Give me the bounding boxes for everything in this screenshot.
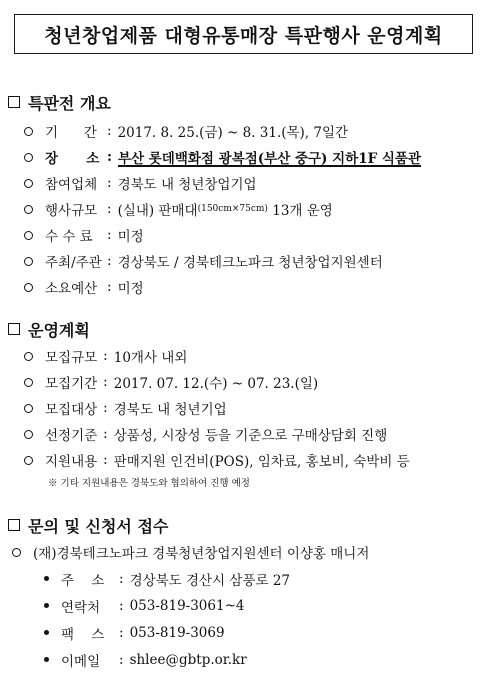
section-contact (8, 513, 483, 673)
list-item (44, 565, 483, 592)
list-item (8, 170, 483, 196)
circle-bullet-icon (24, 205, 33, 214)
item-label: 수 수 료 (45, 229, 93, 245)
list-item (44, 592, 483, 619)
list-item (44, 619, 483, 646)
section-heading-text: 운영계획 (28, 320, 90, 340)
item-label: 소요예산 (45, 281, 98, 297)
item-label: 장 소 (45, 151, 100, 167)
section-heading-text: 특판전 개요 (28, 93, 111, 113)
item-value: 경북도 내 청년창업기업 (117, 177, 257, 193)
circle-bullet-icon (24, 257, 33, 266)
list-item (8, 421, 483, 447)
item-separator: : (107, 123, 112, 139)
item-value: 경상북도 경산시 삼풍로 27 (129, 572, 291, 589)
document-title (14, 14, 473, 54)
circle-bullet-icon (24, 430, 33, 439)
item-label: 팩 스 (61, 626, 105, 643)
item-value: 미정 (117, 281, 144, 297)
section-heading (8, 90, 483, 114)
item-separator: : (107, 201, 112, 217)
circle-bullet-icon (24, 153, 33, 162)
item-separator: : (119, 624, 124, 641)
item-value: 053-819-3061~4 (129, 597, 245, 614)
list-item (8, 395, 483, 421)
list-item (8, 248, 483, 274)
list-item (8, 343, 483, 369)
circle-bullet-icon (12, 548, 21, 557)
item-label: 주 소 (61, 572, 105, 589)
circle-bullet-icon (24, 127, 33, 136)
item-value: 판매지원 인건비(POS), 임차료, 홍보비, 숙박비 등 (113, 454, 410, 470)
item-value: 10개사 내외 (113, 350, 188, 366)
item-value: 2017. 8. 25.(금) ~ 8. 31.(목), 7일간 (117, 125, 349, 141)
item-separator: : (107, 279, 112, 295)
list-item (8, 447, 483, 473)
list-item (8, 222, 483, 248)
item-label: 주최/주관 (45, 255, 102, 271)
circle-bullet-icon (24, 456, 33, 465)
contact-text: (재)경북테크노파크 경북청년창업지원센터 이샹홍 매니저 (33, 546, 370, 562)
item-separator: : (119, 651, 124, 668)
item-label: 이메일 (61, 653, 101, 670)
list-item (8, 369, 483, 395)
item-separator: : (103, 374, 108, 390)
section-operation-plan (8, 317, 483, 491)
item-value: 경북도 내 청년기업 (113, 402, 227, 418)
item-separator: : (119, 597, 124, 614)
circle-bullet-icon (24, 378, 33, 387)
list-item (8, 144, 483, 170)
item-value-pre: (실내) 판매대 (117, 203, 198, 219)
item-value: 2017. 07. 12.(수) ~ 07. 23.(일) (113, 376, 319, 392)
item-label: 기 간 (45, 125, 97, 141)
item-value-small: (150cm×75cm) (197, 204, 268, 214)
item-value: 053-819-3069 (129, 624, 225, 641)
dot-bullet-icon (44, 657, 49, 662)
section-heading-text: 문의 및 신청서 접수 (28, 516, 169, 536)
item-label: 연락처 (61, 599, 101, 616)
item-separator: : (107, 227, 112, 243)
dot-bullet-icon (44, 630, 49, 635)
section-heading (8, 513, 483, 537)
section-overview (8, 90, 483, 300)
item-separator: : (103, 400, 108, 416)
item-value: 상품성, 시장성 등을 기준으로 구매상담회 진행 (113, 428, 388, 444)
contact-line (8, 539, 483, 565)
circle-bullet-icon (24, 352, 33, 361)
item-separator: : (103, 426, 108, 442)
circle-bullet-icon (24, 404, 33, 413)
circle-bullet-icon (24, 283, 33, 292)
list-item (8, 118, 483, 144)
item-value: shlee@gbtp.or.kr (129, 651, 247, 668)
checkbox-square-icon (8, 519, 20, 531)
item-label: 모집기간 (45, 376, 98, 392)
item-label: 모집대상 (45, 402, 98, 418)
item-value: 부산 롯데백화점 광복점(부산 중구) 지하1F 식품관 (117, 151, 422, 167)
section-heading (8, 317, 483, 341)
item-separator: : (119, 570, 124, 587)
checkbox-square-icon (8, 96, 20, 108)
footnote: ※ 기타 지원내용은 경북도와 협의하여 진행 예정 (48, 478, 250, 489)
item-separator: : (103, 452, 108, 468)
checkbox-square-icon (8, 323, 20, 335)
item-separator: : (107, 149, 112, 165)
list-item (8, 196, 483, 222)
list-item (8, 274, 483, 300)
item-value: 미정 (117, 229, 144, 245)
item-label: 행사규모 (45, 203, 98, 219)
circle-bullet-icon (24, 179, 33, 188)
item-separator: : (107, 175, 112, 191)
dot-bullet-icon (44, 603, 49, 608)
list-item (44, 646, 483, 673)
item-separator: : (103, 348, 108, 364)
dot-bullet-icon (44, 576, 49, 581)
item-label: 모집규모 (45, 350, 98, 366)
item-label: 참여업체 (45, 177, 98, 193)
document-title-text: 청년창업제품 대형유통매장 특판행사 운영계획 (44, 24, 443, 47)
item-value-post: 13개 운영 (267, 203, 333, 219)
item-label: 선정기준 (45, 428, 98, 444)
item-value: 경상북도 / 경북테크노파크 청년창업지원센터 (117, 255, 383, 271)
circle-bullet-icon (24, 231, 33, 240)
item-label: 지원내용 (45, 454, 98, 470)
item-separator: : (107, 253, 112, 269)
